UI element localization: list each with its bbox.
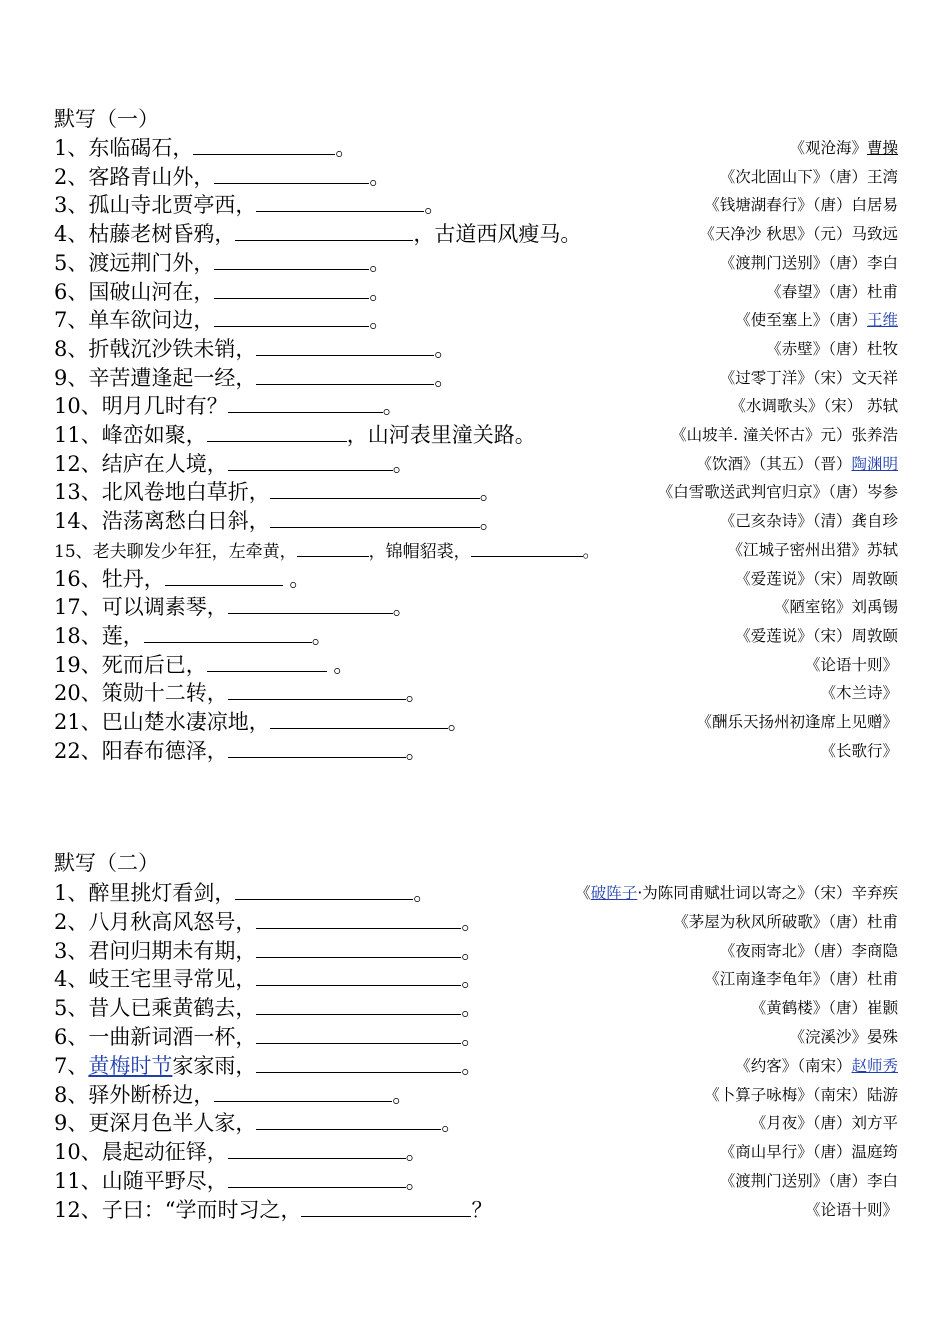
answer-blank[interactable] (228, 1138, 406, 1159)
question-row (54, 1138, 898, 1166)
source-text: 《黄鹤楼》（唐）崔颢 (750, 999, 898, 1018)
question-row (54, 1023, 898, 1051)
question-number: 20、 (54, 681, 102, 706)
source-text: 《渡荆门送别》（唐）李白 (719, 1172, 898, 1190)
question-suffix: ，古道西风瘦马。 (413, 222, 582, 247)
answer-blank[interactable] (144, 622, 312, 643)
question-text (54, 536, 600, 566)
question-row (54, 679, 898, 707)
source-text: 《春望》（唐）杜甫 (766, 282, 898, 301)
source-text: 《次北固山下》（唐）王湾 (719, 167, 898, 186)
question-suffix: 。 (479, 480, 501, 505)
question-suffix: ？ (471, 1197, 493, 1222)
source-citation (820, 682, 898, 704)
source-text: 《论语十则》 (804, 655, 898, 674)
question-number: 21、 (54, 710, 102, 734)
question-number: 22、 (54, 738, 102, 763)
question-text (54, 937, 482, 965)
question-suffix: 。 (424, 193, 446, 218)
question-row (54, 478, 898, 506)
question-prompt: 东临碣石， (88, 136, 194, 160)
question-text (54, 450, 414, 478)
question-prompt: 结庐在人境， (101, 451, 228, 476)
answer-blank[interactable] (270, 507, 480, 528)
question-row (54, 536, 898, 564)
question-prompt: 明月几时有？ (101, 394, 228, 419)
source-text: 《约客》（南宋） (735, 1056, 852, 1075)
question-number: 13、 (54, 480, 102, 505)
source-citation (751, 997, 898, 1019)
source-title-link[interactable]: 破阵子 (590, 884, 638, 902)
question-number: 2、 (54, 164, 89, 189)
question-text (54, 994, 482, 1022)
question-row (54, 565, 898, 593)
question-text (54, 134, 356, 162)
question-number: 9、 (54, 1111, 89, 1136)
question-middle: ，锦帽貂裘， (368, 541, 471, 562)
question-prompt: 醉里挑灯看剑， (88, 881, 236, 905)
source-citation (805, 654, 898, 676)
question-prompt: 渡远荆门外， (88, 250, 215, 275)
source-text: 《饮酒》（其五）（晋） (696, 454, 852, 473)
question-suffix: 。 (405, 1169, 427, 1193)
question-suffix: 。 (461, 1053, 483, 1078)
question-prompt: 浩荡离愁白日斜， (101, 509, 270, 534)
question-row (54, 994, 898, 1022)
question-prompt: 北风卷地白草折， (101, 480, 270, 505)
question-prompt: 君问归期未有期， (88, 938, 257, 963)
question-number: 5、 (54, 250, 89, 275)
question-text (54, 1052, 482, 1080)
question-number: 7、 (54, 1053, 89, 1078)
answer-blank[interactable] (214, 306, 369, 327)
keyword-link[interactable]: 黄梅时节 (88, 1053, 173, 1078)
question-prompt: 莲， (101, 623, 144, 648)
question-prompt: 山随平野尽， (101, 1169, 228, 1193)
answer-blank[interactable] (228, 737, 406, 758)
question-row (54, 908, 898, 936)
question-number: 2、 (54, 909, 89, 934)
question-row (54, 651, 898, 679)
source-citation (735, 568, 898, 590)
answer-blank[interactable] (256, 994, 461, 1015)
question-suffix: 。 (392, 595, 414, 620)
source-text: 《观沧海》 (789, 139, 867, 157)
source-text: 《江城子密州出猎》苏轼 (727, 540, 898, 559)
answer-blank[interactable] (228, 450, 393, 471)
question-text (54, 908, 482, 936)
answer-blank[interactable] (214, 278, 369, 299)
source-citation (704, 968, 898, 990)
question-text (54, 708, 469, 736)
question-prompt: 昔人已乘黄鹤去， (88, 996, 257, 1021)
question-number: 4、 (54, 222, 89, 247)
question-suffix: 。 (405, 681, 427, 706)
question-number: 17、 (54, 595, 102, 620)
source-text: 《江南逢李龟年》（唐）杜甫 (704, 970, 898, 989)
question-suffix: 。 (405, 1140, 427, 1165)
question-row (54, 191, 898, 219)
question-suffix: 。 (392, 1082, 414, 1107)
source-citation (735, 309, 898, 331)
answer-blank[interactable] (256, 908, 461, 929)
source-citation (696, 711, 898, 733)
answer-blank[interactable] (214, 163, 369, 184)
question-prompt: 枯藤老树昏鸦， (88, 222, 236, 247)
question-text (54, 593, 414, 621)
author-link: 曹操 (866, 139, 898, 157)
question-text (54, 1109, 462, 1137)
question-number: 12、 (54, 451, 102, 476)
question-text (54, 1196, 492, 1224)
question-row (54, 737, 898, 765)
question-text (54, 392, 404, 420)
question-suffix: 。 (582, 541, 600, 562)
question-number: 18、 (54, 623, 102, 648)
question-number: 11、 (54, 423, 102, 447)
source-text: 《白雪歌送武判官归京》（唐）岑参 (657, 483, 898, 502)
question-row (54, 392, 898, 420)
question-text (54, 163, 390, 191)
source-citation (727, 539, 898, 561)
source-text: 《渡荆门送别》（唐）李白 (719, 253, 898, 272)
question-number: 6、 (54, 279, 89, 304)
source-citation (720, 367, 898, 389)
question-text (54, 507, 501, 535)
source-text: 《爱莲说》（宋）周敦颐 (735, 626, 898, 645)
question-number: 8、 (54, 336, 89, 361)
answer-blank[interactable] (471, 536, 583, 557)
question-suffix: 。 (392, 451, 414, 476)
question-number: 15、 (54, 541, 93, 562)
question-number: 11、 (54, 1169, 102, 1193)
answer-blank[interactable] (214, 249, 369, 270)
question-row (54, 364, 898, 392)
source-citation (704, 1084, 898, 1106)
question-row (54, 278, 898, 306)
question-prompt: 客路青山外， (88, 164, 215, 189)
source-citation (720, 166, 898, 188)
question-suffix: 。 (369, 250, 391, 275)
question-prompt: 可以调素琴， (101, 595, 228, 620)
question-prompt: 晨起动征铎， (101, 1140, 228, 1165)
question-suffix: 。 (461, 967, 483, 992)
question-prompt: 国破山河在， (88, 279, 215, 304)
question-suffix: 。 (382, 394, 404, 419)
source-citation (820, 740, 898, 762)
question-prompt: 孤山寺北贾亭西， (88, 193, 257, 218)
question-suffix: 。 (335, 136, 357, 160)
question-suffix: 。 (461, 909, 483, 934)
question-prompt: 阳春布德泽， (101, 738, 228, 763)
answer-blank[interactable] (228, 392, 383, 413)
source-citation (658, 481, 898, 503)
source-text: 《浣溪沙》晏殊 (789, 1028, 898, 1046)
question-row (54, 421, 898, 449)
question-row (54, 708, 898, 736)
question-row (54, 1052, 898, 1080)
question-number: 10、 (54, 394, 102, 419)
question-text (54, 478, 501, 506)
answer-blank[interactable] (256, 364, 434, 385)
source-citation (696, 453, 898, 475)
question-suffix: 。 (441, 1111, 463, 1136)
author-link[interactable]: 陶渊明 (851, 454, 898, 473)
question-row (54, 249, 898, 277)
section-2-title: 默写（二） (54, 851, 159, 875)
question-prompt: 八月秋高风怒号， (88, 909, 257, 934)
source-text: 《夜雨寄北》（唐）李商隐 (719, 941, 898, 960)
source-text: 《水调歌头》（宋） 苏轼 (730, 397, 898, 416)
source-citation (720, 1141, 898, 1163)
question-suffix: 。 (461, 996, 483, 1021)
question-row (54, 1081, 898, 1109)
author-link[interactable]: 王维 (866, 311, 898, 330)
question-text (54, 965, 482, 993)
source-citation (735, 1055, 898, 1077)
question-text (54, 1167, 427, 1195)
question-prompt: 岐王宅里寻常见， (88, 967, 257, 992)
question-prompt: 死而后已， (101, 652, 207, 677)
source-citation (720, 940, 898, 962)
question-row (54, 306, 898, 334)
answer-blank[interactable] (207, 651, 327, 672)
source-text: 《卜算子咏梅》（南宋）陆游 (704, 1085, 898, 1104)
question-number: 1、 (54, 136, 89, 160)
source-text: 《酬乐天扬州初逢席上见赠》 (696, 713, 898, 731)
answer-blank[interactable] (270, 478, 480, 499)
source-text: 《论语十则》 (804, 1200, 898, 1219)
question-suffix: ，山河表里潼关路。 (346, 423, 536, 447)
question-number: 16、 (54, 566, 102, 591)
question-prompt: 更深月色半人家， (88, 1111, 257, 1136)
answer-blank[interactable] (228, 593, 393, 614)
source-citation (671, 424, 898, 446)
question-text (54, 1023, 482, 1051)
question-text (54, 278, 390, 306)
question-row (54, 1109, 898, 1137)
question-number: 4、 (54, 967, 89, 992)
question-suffix: 。 (461, 1025, 483, 1049)
question-row (54, 220, 898, 248)
question-prompt: 策勋十二转， (101, 681, 228, 706)
source-citation (766, 281, 898, 303)
question-suffix: 。 (461, 938, 483, 963)
source-text: 《己亥杂诗》（清）龚自珍 (719, 512, 898, 531)
question-suffix: 。 (405, 738, 427, 763)
question-text (54, 737, 427, 765)
source-text: 《钱塘湖春行》（唐）白居易 (704, 196, 898, 215)
source-citation (699, 223, 898, 245)
question-row (54, 507, 898, 535)
question-suffix: 。 (479, 509, 501, 534)
answer-blank[interactable] (297, 536, 369, 557)
question-suffix: 。 (413, 881, 435, 905)
question-text (54, 191, 445, 219)
question-row (54, 1196, 898, 1224)
question-number: 1、 (54, 881, 89, 905)
question-prompt: 家家雨， (172, 1053, 257, 1078)
question-text (54, 421, 536, 449)
question-row (54, 450, 898, 478)
question-number: 10、 (54, 1140, 102, 1165)
question-suffix: 。 (369, 308, 391, 333)
source-citation (720, 1170, 898, 1192)
question-text (54, 565, 310, 593)
source-text: 《商山早行》（唐）温庭筠 (719, 1143, 898, 1162)
question-row (54, 335, 898, 363)
answer-blank[interactable] (235, 220, 413, 241)
question-text (54, 679, 427, 707)
source-citation (720, 252, 898, 274)
question-prompt: 峰峦如聚， (101, 423, 207, 447)
question-suffix: 。 (447, 710, 469, 734)
question-text (54, 220, 581, 248)
source-citation (751, 1112, 898, 1134)
question-row (54, 937, 898, 965)
source-citation (720, 510, 898, 532)
source-text: 《木兰诗》 (820, 684, 898, 703)
answer-blank[interactable] (256, 937, 461, 958)
question-number: 3、 (54, 193, 89, 218)
source-citation (704, 194, 898, 216)
question-row (54, 593, 898, 621)
question-row (54, 1167, 898, 1195)
answer-blank[interactable] (165, 565, 283, 586)
source-citation (735, 625, 898, 647)
answer-blank[interactable] (235, 879, 413, 900)
answer-blank[interactable] (256, 1023, 461, 1044)
question-number: 7、 (54, 308, 89, 333)
source-text: 《爱莲说》（宋）周敦颐 (735, 569, 898, 588)
question-prompt: 牡丹， (101, 566, 165, 591)
answer-blank[interactable] (256, 1052, 461, 1073)
question-suffix: 。 (369, 164, 391, 189)
source-text: 《长歌行》 (820, 741, 898, 760)
source-citation (575, 882, 898, 904)
author-link[interactable]: 赵师秀 (851, 1056, 898, 1075)
question-suffix: 。 (434, 336, 456, 361)
source-citation (805, 1199, 898, 1221)
question-number: 3、 (54, 938, 89, 963)
answer-blank[interactable] (256, 191, 424, 212)
section-1-title: 默写（一） (54, 107, 159, 131)
question-prompt: 折戟沉沙铁未销， (88, 336, 257, 361)
answer-blank[interactable] (301, 1196, 471, 1217)
source-text: ·为陈同甫赋壮词以寄之》（宋）辛弃疾 (637, 884, 898, 902)
answer-blank[interactable] (256, 335, 434, 356)
source-text: 《赤壁》（唐）杜牧 (766, 339, 898, 358)
question-prompt: 辛苦遭逢起一经， (88, 365, 257, 390)
question-prompt: 单车欲问边， (88, 308, 215, 333)
question-prompt: 子曰：“学而时习之， (101, 1197, 302, 1222)
question-text (54, 1081, 413, 1109)
question-suffix: 。 (326, 652, 355, 677)
question-row (54, 965, 898, 993)
question-row (54, 879, 898, 907)
question-text (54, 1138, 427, 1166)
source-citation (766, 338, 898, 360)
answer-blank[interactable] (228, 1167, 406, 1188)
question-text (54, 879, 434, 907)
question-suffix: 。 (311, 623, 333, 648)
question-suffix: 。 (434, 365, 456, 390)
source-citation (789, 137, 898, 159)
answer-blank[interactable] (193, 134, 335, 155)
source-citation (730, 395, 898, 417)
question-number: 5、 (54, 996, 89, 1021)
question-text (54, 306, 390, 334)
source-text: 《天净沙 秋思》（元）马致远 (699, 225, 898, 244)
question-text (54, 249, 390, 277)
question-number: 8、 (54, 1082, 89, 1107)
source-text: 《陋室铭》刘禹锡 (773, 598, 898, 617)
question-number: 12、 (54, 1197, 102, 1222)
question-text (54, 622, 333, 650)
source-text: 《茅屋为秋风所破歌》（唐）杜甫 (673, 912, 898, 931)
question-text (54, 335, 455, 363)
question-text (54, 651, 354, 679)
source-citation (673, 911, 898, 933)
source-text: 《月夜》（唐）刘方平 (750, 1114, 898, 1133)
question-row (54, 134, 898, 162)
source-text: 《山坡羊. 潼关怀古》元）张养浩 (671, 426, 898, 444)
question-suffix: 。 (282, 566, 311, 591)
source-text: 《使至塞上》（唐） (735, 311, 867, 330)
answer-blank[interactable] (270, 708, 448, 729)
question-prompt: 一曲新词酒一杯， (88, 1025, 257, 1049)
question-number: 9、 (54, 365, 89, 390)
answer-blank[interactable] (207, 421, 347, 442)
source-prefix: 《 (575, 884, 591, 902)
question-text (54, 364, 455, 392)
question-number: 19、 (54, 652, 102, 677)
question-row (54, 622, 898, 650)
source-text: 《过零丁洋》（宋）文天祥 (719, 368, 898, 387)
answer-blank[interactable] (256, 965, 461, 986)
answer-blank[interactable] (214, 1081, 392, 1102)
question-prompt: 老夫聊发少年狂，左牵黄， (92, 541, 297, 562)
source-citation (774, 596, 898, 618)
question-number: 6、 (54, 1025, 89, 1049)
question-number: 14、 (54, 509, 102, 534)
source-citation (789, 1026, 898, 1048)
question-suffix: 。 (369, 279, 391, 304)
question-prompt: 驿外断桥边， (88, 1082, 215, 1107)
question-prompt: 巴山楚水凄凉地， (101, 710, 270, 734)
question-row (54, 163, 898, 191)
answer-blank[interactable] (256, 1109, 441, 1130)
answer-blank[interactable] (228, 679, 406, 700)
